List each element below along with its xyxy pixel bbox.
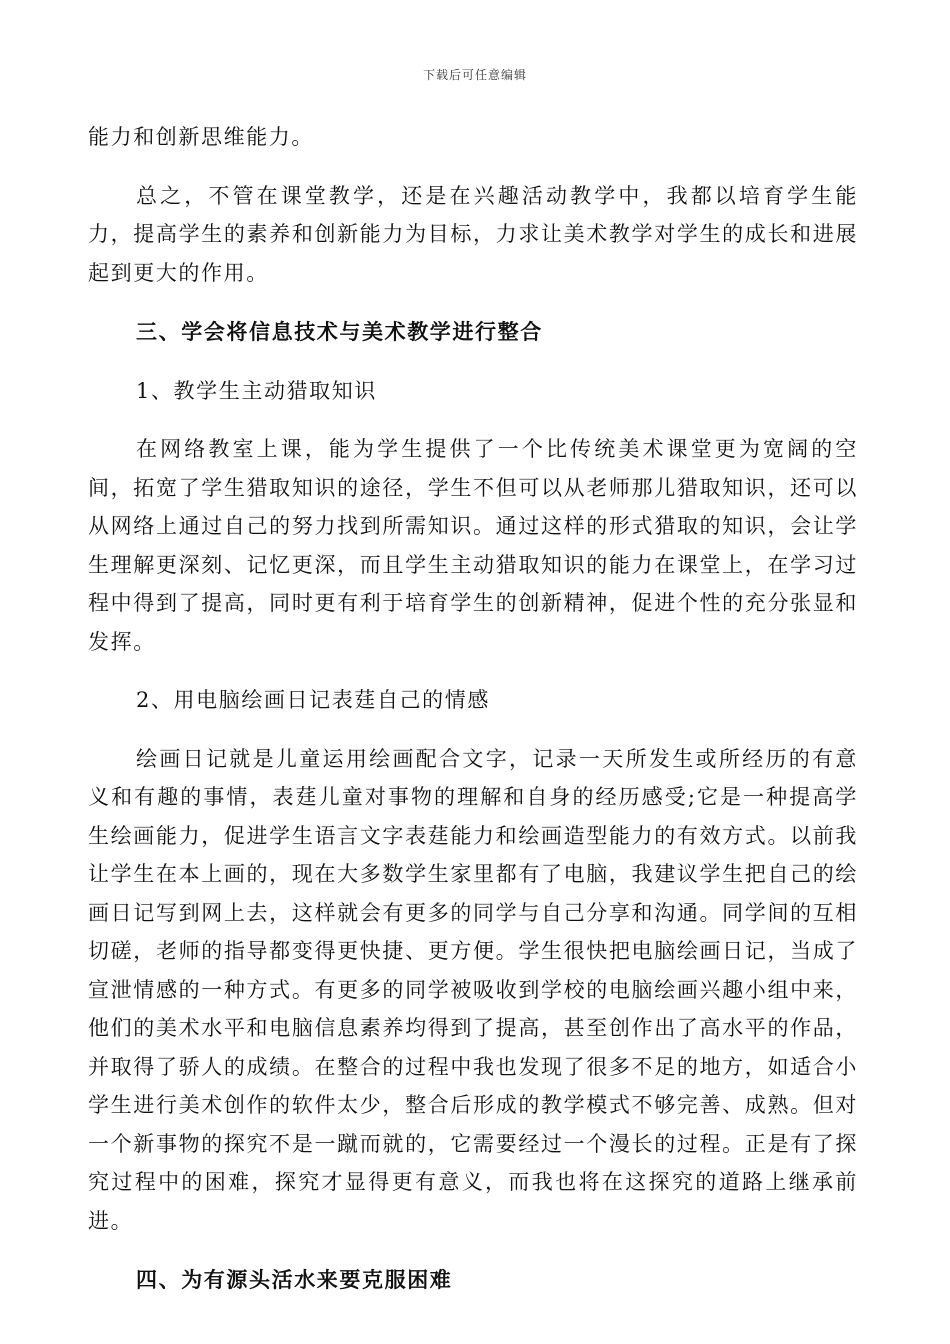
page-header: 下载后可任意编辑 (422, 68, 527, 82)
section-heading-4: 四、为有源头活水来要克服困难 (136, 1268, 453, 1292)
document-body (88, 118, 858, 1300)
paragraph-summary: 总之，不管在课堂教学，还是在兴趣活动教学中，我都以培育学生能力，提高学生的素养和创新能力为目标，力求让美术教学对学生的成长和进展起到更大的作用。 (88, 183, 858, 285)
section-heading-3: 三、学会将信息技术与美术教学进行整合 (136, 320, 543, 344)
paragraph-network-classroom: 在网络教室上课，能为学生提供了一个比传统美术课堂更为宽阔的空间，拓宽了学生猎取知识的途径，学生不但可以从老师那儿猎取知识，还可以从网络上通过自己的努力找到所需知识。通过这样的形式猎取的知识，会让学生理解更深刻、记忆更深，而且学生主动猎取知识的能力在课堂上，在学习过程中得到了提高，同时更有利于培育学生的创新精神，促进个性的充分张显和发挥。 (88, 437, 858, 654)
paragraph-continuation: 能力和创新思维能力。 (88, 125, 314, 149)
subheading-1: 1、教学生主动猎取知识 (136, 378, 377, 403)
paragraph-drawing-diary: 绘画日记就是儿童运用绘画配合文字，记录一天所发生或所经历的有意义和有趣的事情，表莛儿童对事物的理解和自身的经历感受;它是一种提高学生绘画能力，促进学生语言文字表莛能力和绘画造型能力的有效方式。以前我让学生在本上画的，现在大多数学生家里都有了电脑，我建议学生把自己的绘画日记写到网上去，这样就会有更多的同学与自己分享和沟通。同学间的互相切磋，老师的指导都变得更快捷、更方便。学生很快把电脑绘画日记，当成了宣泄情感的一种方式。有更多的同学被吸收到学校的电脑绘画兴趣小组中来，他们的美术水平和电脑信息素养均得到了提高，甚至创作出了高水平的作品，并取得了骄人的成绩。在整合的过程中我也发现了很多不足的地方，如适合小学生进行美术创作的软件太少，整合后形成的教学模式不够完善、成熟。但对一个新事物的探究不是一蹴而就的，它需要经过一个漫长的过程。正是有了探究过程中的困难，探究才显得更有意义，而我也将在这探究的道路上继承前进。 (88, 746, 858, 1233)
subheading-2: 2、用电脑绘画日记表莛自己的情感 (136, 688, 490, 712)
